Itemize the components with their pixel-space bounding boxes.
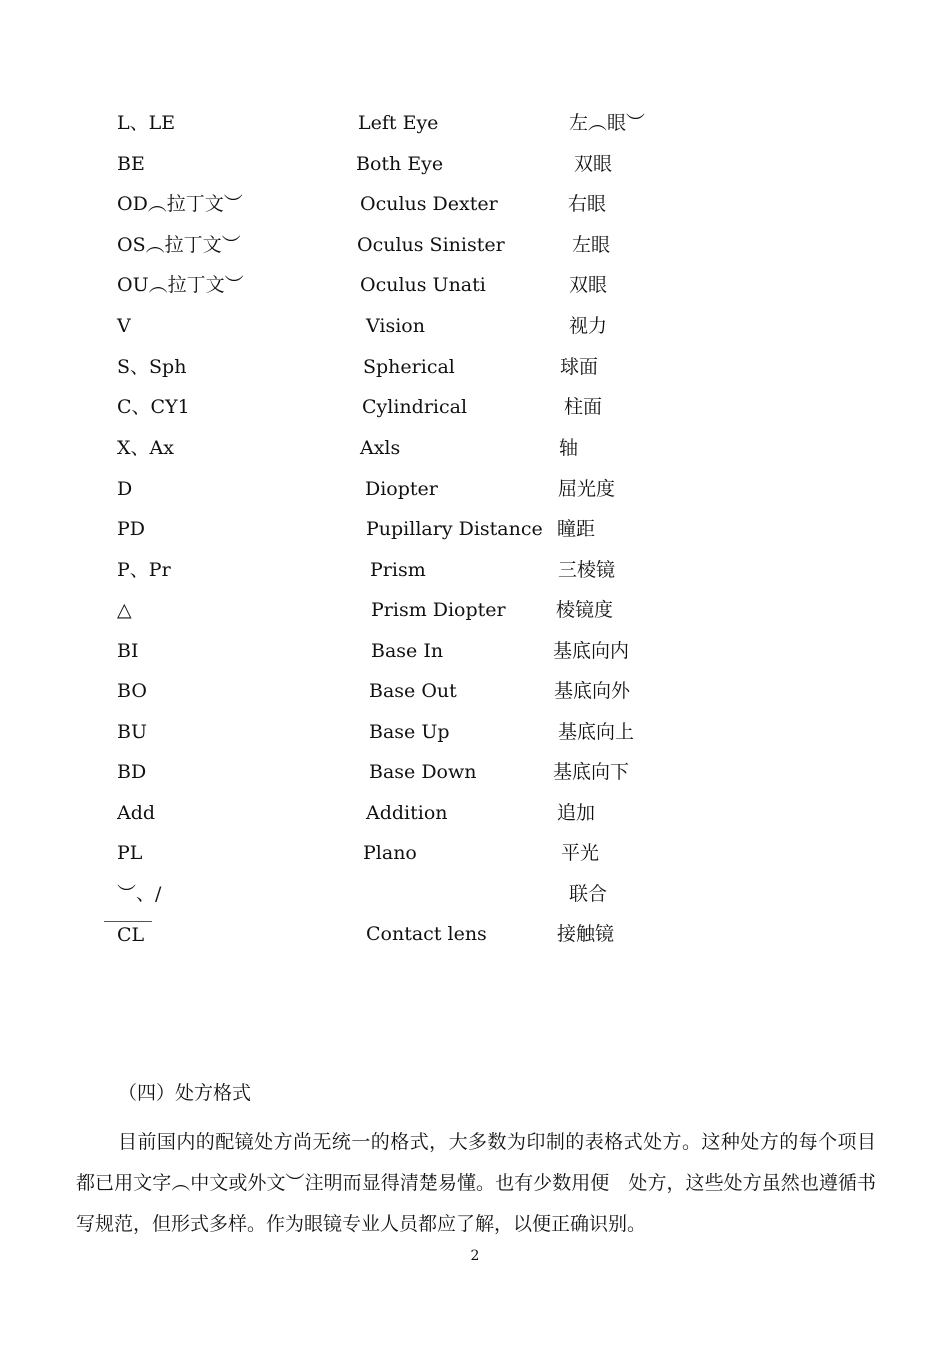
english-term: Both Eye xyxy=(356,153,444,175)
english-term: Base Down xyxy=(369,761,477,783)
abbreviation: OU︵拉丁文︶ xyxy=(117,274,244,296)
english-term: Left Eye xyxy=(358,112,439,134)
chinese-term: 基底向下 xyxy=(553,761,630,783)
chinese-term: 柱面 xyxy=(564,396,603,418)
abbreviation: CL xyxy=(104,921,152,948)
english-term: Base In xyxy=(371,640,444,662)
abbreviation: D xyxy=(117,478,133,500)
chinese-term: 轴 xyxy=(559,437,579,459)
abbreviation: ︶、/ xyxy=(117,883,162,905)
english-term: Spherical xyxy=(363,356,455,378)
english-term: Plano xyxy=(363,842,417,864)
section-heading: （四）处方格式 xyxy=(118,1082,252,1104)
chinese-term: 右眼 xyxy=(568,193,607,215)
table-row xyxy=(0,555,950,585)
abbreviation: P、Pr xyxy=(117,559,171,581)
english-term: Prism xyxy=(370,559,426,581)
chinese-term: 三棱镜 xyxy=(558,559,616,581)
chinese-term: 追加 xyxy=(557,802,596,824)
english-term: Base Out xyxy=(369,680,457,702)
table-row xyxy=(0,879,950,909)
english-term: Oculus Dexter xyxy=(360,193,498,215)
english-term: Pupillary Distance xyxy=(366,518,543,540)
table-row xyxy=(0,595,950,625)
abbreviation: BD xyxy=(117,761,147,783)
english-term: Prism Diopter xyxy=(371,599,506,621)
abbreviation: S、Sph xyxy=(117,356,187,378)
table-row xyxy=(0,189,950,219)
chinese-term: 屈光度 xyxy=(558,478,616,500)
table-row xyxy=(0,676,950,706)
chinese-term: 左︵眼︶ xyxy=(569,112,646,134)
abbreviation: BE xyxy=(117,153,145,175)
table-row xyxy=(0,270,950,300)
chinese-term: 瞳距 xyxy=(557,518,596,540)
abbreviation: OD︵拉丁文︶ xyxy=(117,193,243,215)
abbreviation: V xyxy=(117,315,131,337)
abbreviation: BO xyxy=(117,680,147,702)
chinese-term: 双眼 xyxy=(569,274,608,296)
chinese-term: 联合 xyxy=(569,883,608,905)
table-row xyxy=(0,352,950,382)
table-row xyxy=(0,798,950,828)
table-row xyxy=(0,149,950,179)
chinese-term: 左眼 xyxy=(572,234,611,256)
page-number: 2 xyxy=(470,1248,480,1264)
table-row xyxy=(0,757,950,787)
chinese-term: 基底向外 xyxy=(554,680,631,702)
body-paragraph: 目前国内的配镜处方尚无统一的格式，大多数为印制的表格式处方。这种处方的每个项目都已用文字︵中文或外文︶注明而显得清楚易懂。也有少数用便 处方，这些处方虽然也遵循书写规范，但形式多样。作为眼镜专业人员都应了解，以便正确识别。 xyxy=(76,1131,876,1235)
abbreviation: PD xyxy=(117,518,146,540)
table-row xyxy=(0,636,950,666)
abbreviation: OS︵拉丁文︶ xyxy=(117,234,241,256)
abbreviation: BI xyxy=(117,640,139,662)
table-row xyxy=(0,392,950,422)
table-row xyxy=(0,433,950,463)
english-term: Vision xyxy=(366,315,425,337)
english-term: Oculus Sinister xyxy=(357,234,505,256)
english-term: Diopter xyxy=(365,478,438,500)
chinese-term: 双眼 xyxy=(574,153,613,175)
table-row xyxy=(0,108,950,138)
abbreviation: BU xyxy=(117,721,147,743)
chinese-term: 平光 xyxy=(561,842,600,864)
table-row xyxy=(0,514,950,544)
table-row xyxy=(0,474,950,504)
abbreviation: Add xyxy=(117,802,156,824)
english-term: Contact lens xyxy=(366,923,487,945)
abbreviation: C、CY1 xyxy=(117,396,190,418)
table-row xyxy=(0,919,950,949)
abbreviation: △ xyxy=(117,599,132,621)
chinese-term: 基底向内 xyxy=(553,640,630,662)
table-row xyxy=(0,717,950,747)
table-row xyxy=(0,311,950,341)
chinese-term: 视力 xyxy=(569,315,608,337)
english-term: Base Up xyxy=(369,721,450,743)
chinese-term: 棱镜度 xyxy=(556,599,614,621)
chinese-term: 球面 xyxy=(560,356,599,378)
chinese-term: 接触镜 xyxy=(557,923,615,945)
english-term: Oculus Unati xyxy=(360,274,486,296)
english-term: Axls xyxy=(360,437,401,459)
abbreviation: PL xyxy=(117,842,143,864)
abbreviation: L、LE xyxy=(117,112,176,134)
english-term: Addition xyxy=(366,802,448,824)
chinese-term: 基底向上 xyxy=(558,721,635,743)
table-row xyxy=(0,838,950,868)
english-term: Cylindrical xyxy=(362,396,468,418)
abbreviation: X、Ax xyxy=(117,437,174,459)
table-row xyxy=(0,230,950,260)
